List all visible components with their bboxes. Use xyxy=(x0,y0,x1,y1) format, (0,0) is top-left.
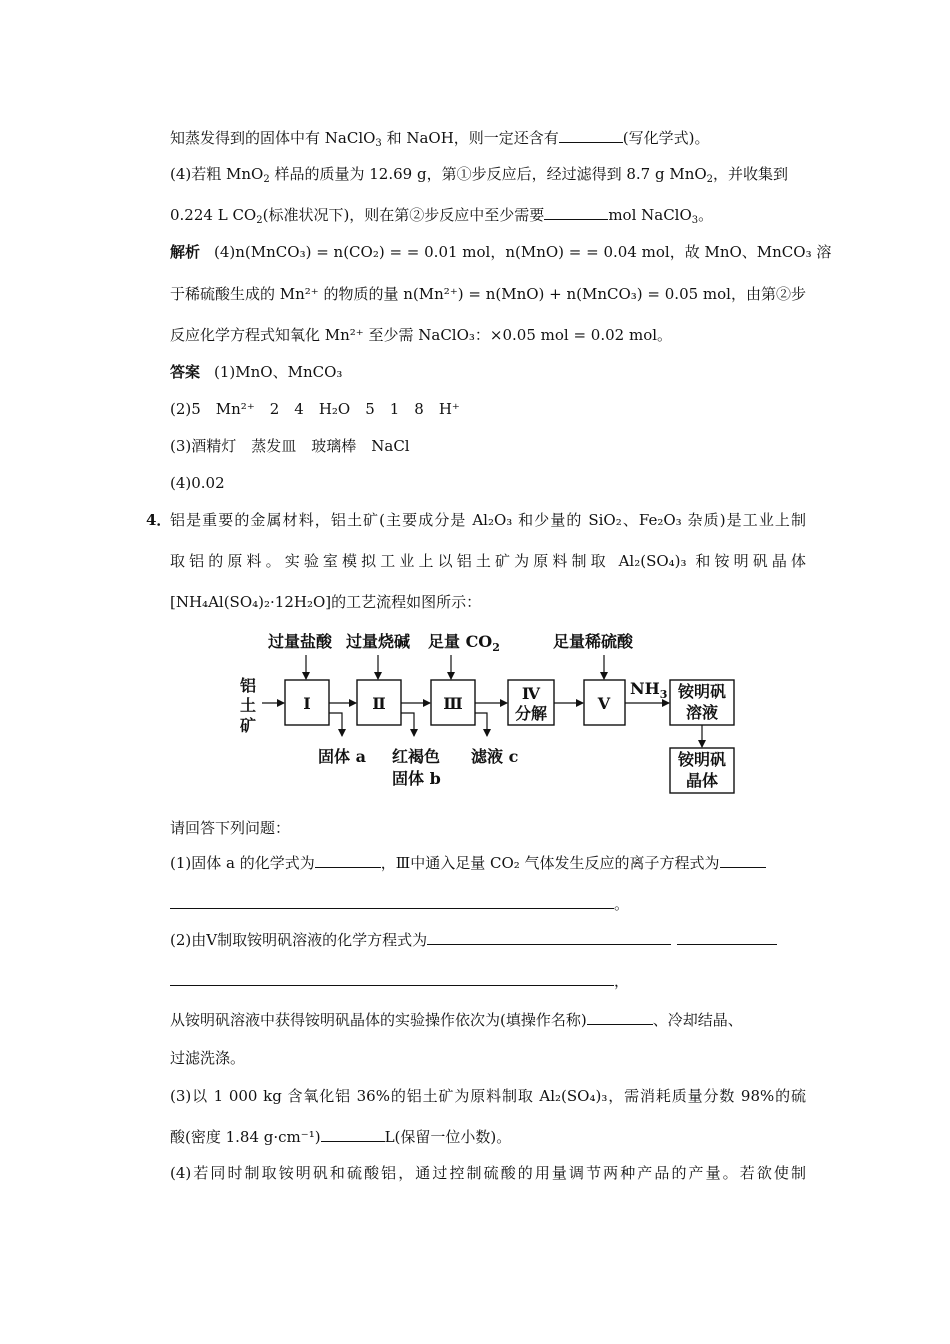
answer-blank[interactable] xyxy=(170,971,614,986)
box-2-label: Ⅱ xyxy=(372,694,386,713)
box-4-label: 分解 xyxy=(514,704,548,723)
problem-4-line-1: 铝是重要的金属材料，铝土矿(主要成分是 Al₂O₃ 和少量的 SiO₂、Fe₂O₃ 杂质)是工业上制 xyxy=(170,511,806,529)
question-4-line-2: 0.224 L $CO_2$(标准状况下)，则在第②步反应中至少需要 mol NaClO$_3$。 xyxy=(170,206,714,226)
analysis-line-2: 于稀硫酸生成的 Mn²⁺ 的物质的量 n(Mn²⁺) = n(MnO) + n(MnCO₃) = 0.05 mol，由第②步 xyxy=(170,285,806,303)
box-3-label: Ⅲ xyxy=(443,694,463,713)
box-5-label: Ⅴ xyxy=(597,694,611,713)
answer-line-1: 答案 (1)MnO、MnCO₃ xyxy=(170,363,343,381)
reagent-2-label: 过量烧碱 xyxy=(346,632,411,651)
subquestion-2-line-3: 从铵明矾溶液中获得铵明矾晶体的实验操作依次为(填操作名称) 、冷却结晶、 xyxy=(170,1011,743,1029)
subquestion-2-line-4: 过滤洗涤。 xyxy=(170,1049,246,1067)
analysis-line-1: 解析 (4)n(MnCO₃) = n(CO₂) = = 0.01 mol，n(MnO) = = 0.04 mol，故 MnO、MnCO₃ 溶 xyxy=(170,243,832,261)
problem-4-line-3: [NH₄Al(SO₄)₂·12H₂O]的工艺流程如图所示： xyxy=(170,593,482,611)
answer-blank[interactable] xyxy=(677,930,777,945)
box-4-label: Ⅳ xyxy=(521,684,541,703)
answer-line-4: (4)0.02 xyxy=(170,474,225,492)
answer-line-3: (3)酒精灯 蒸发皿 玻璃棒 NaCl xyxy=(170,437,410,455)
feed-label: 铝 xyxy=(240,676,257,695)
subquestion-1-line-1: (1)固体 a 的化学式为 ，Ⅲ中通入足量 CO₂ 气体发生反应的离子方程式为 xyxy=(170,853,766,873)
reagent-1-label: 过量盐酸 xyxy=(268,632,333,651)
reagent-3-label: 足量 $CO_2$ xyxy=(428,632,500,654)
answer-line-2: (2)5 Mn²⁺ 2 4 H₂O 5 1 8 H⁺ xyxy=(170,400,460,418)
answer-blank[interactable] xyxy=(315,853,381,868)
output-2-label: 红褐色 xyxy=(392,747,441,766)
crystal-label: 铵明矾 xyxy=(677,750,727,769)
output-2-label: 固体 b xyxy=(392,769,441,788)
box-1-label: Ⅰ xyxy=(303,694,311,713)
subquestion-2-line-2: ， xyxy=(170,971,629,991)
subquestion-1-line-2: 。 xyxy=(170,894,629,914)
crystal-label: 晶体 xyxy=(685,771,719,790)
reagent-4-label: 足量稀硫酸 xyxy=(553,632,634,651)
text-line-1: 知蒸发得到的固体中有 NaClO$_3$ 和 NaOH，则一定还含有 (写化学式)。 xyxy=(170,129,710,149)
answer-blank[interactable] xyxy=(427,930,671,945)
arrow xyxy=(329,713,342,736)
output-1-label: 固体 a xyxy=(318,747,366,766)
problem-4-line-2: 取铝的原料。实验室模拟工业上以铝土矿为原料制取 Al₂(SO₄)₃ 和铵明矾晶体 xyxy=(170,552,806,570)
solution-label: 铵明矾 xyxy=(677,682,727,701)
feed-label: 矿 xyxy=(240,716,257,735)
analysis-label: 解析 xyxy=(170,243,201,261)
answer-blank[interactable] xyxy=(321,1127,385,1142)
subquestion-3-line-2: 酸(密度 1.84 g·cm⁻¹) L(保留一位小数)。 xyxy=(170,1128,512,1146)
question-4-line-1: (4)若粗 MnO$_2$ 样品的质量为 12.69 g，第①步反应后，经过滤得到 8.7 g MnO$_2$，并收集到 xyxy=(170,165,789,185)
subquestion-3-line-1: (3)以 1 000 kg 含氧化铝 36%的铝土矿为原料制取 Al₂(SO₄)₃，需消耗质量分数 98%的硫 xyxy=(170,1087,806,1105)
nh3-label: $NH_3$ xyxy=(630,679,668,701)
analysis-line-3: 反应化学方程式知氧化 Mn²⁺ 至少需 NaClO₃：×0.05 mol = 0.02 mol。 xyxy=(170,326,673,344)
arrow xyxy=(401,713,414,736)
problem-number: 4． xyxy=(146,511,172,529)
answer-blank[interactable] xyxy=(170,894,614,909)
questions-intro: 请回答下列问题： xyxy=(170,819,291,837)
answer-blank[interactable] xyxy=(587,1010,653,1025)
solution-label: 溶液 xyxy=(685,703,719,722)
subquestion-2-line-1: (2)由Ⅴ制取铵明矾溶液的化学方程式为 xyxy=(170,930,777,950)
feed-label: 土 xyxy=(240,696,257,715)
output-3-label: 滤液 c xyxy=(471,747,519,766)
arrow xyxy=(475,713,487,736)
subquestion-4-line-1: (4)若同时制取铵明矾和硫酸铝，通过控制硫酸的用量调节两种产品的产量。若欲使制 xyxy=(170,1164,806,1182)
answer-label: 答案 xyxy=(170,363,201,381)
answer-blank[interactable] xyxy=(720,853,766,868)
